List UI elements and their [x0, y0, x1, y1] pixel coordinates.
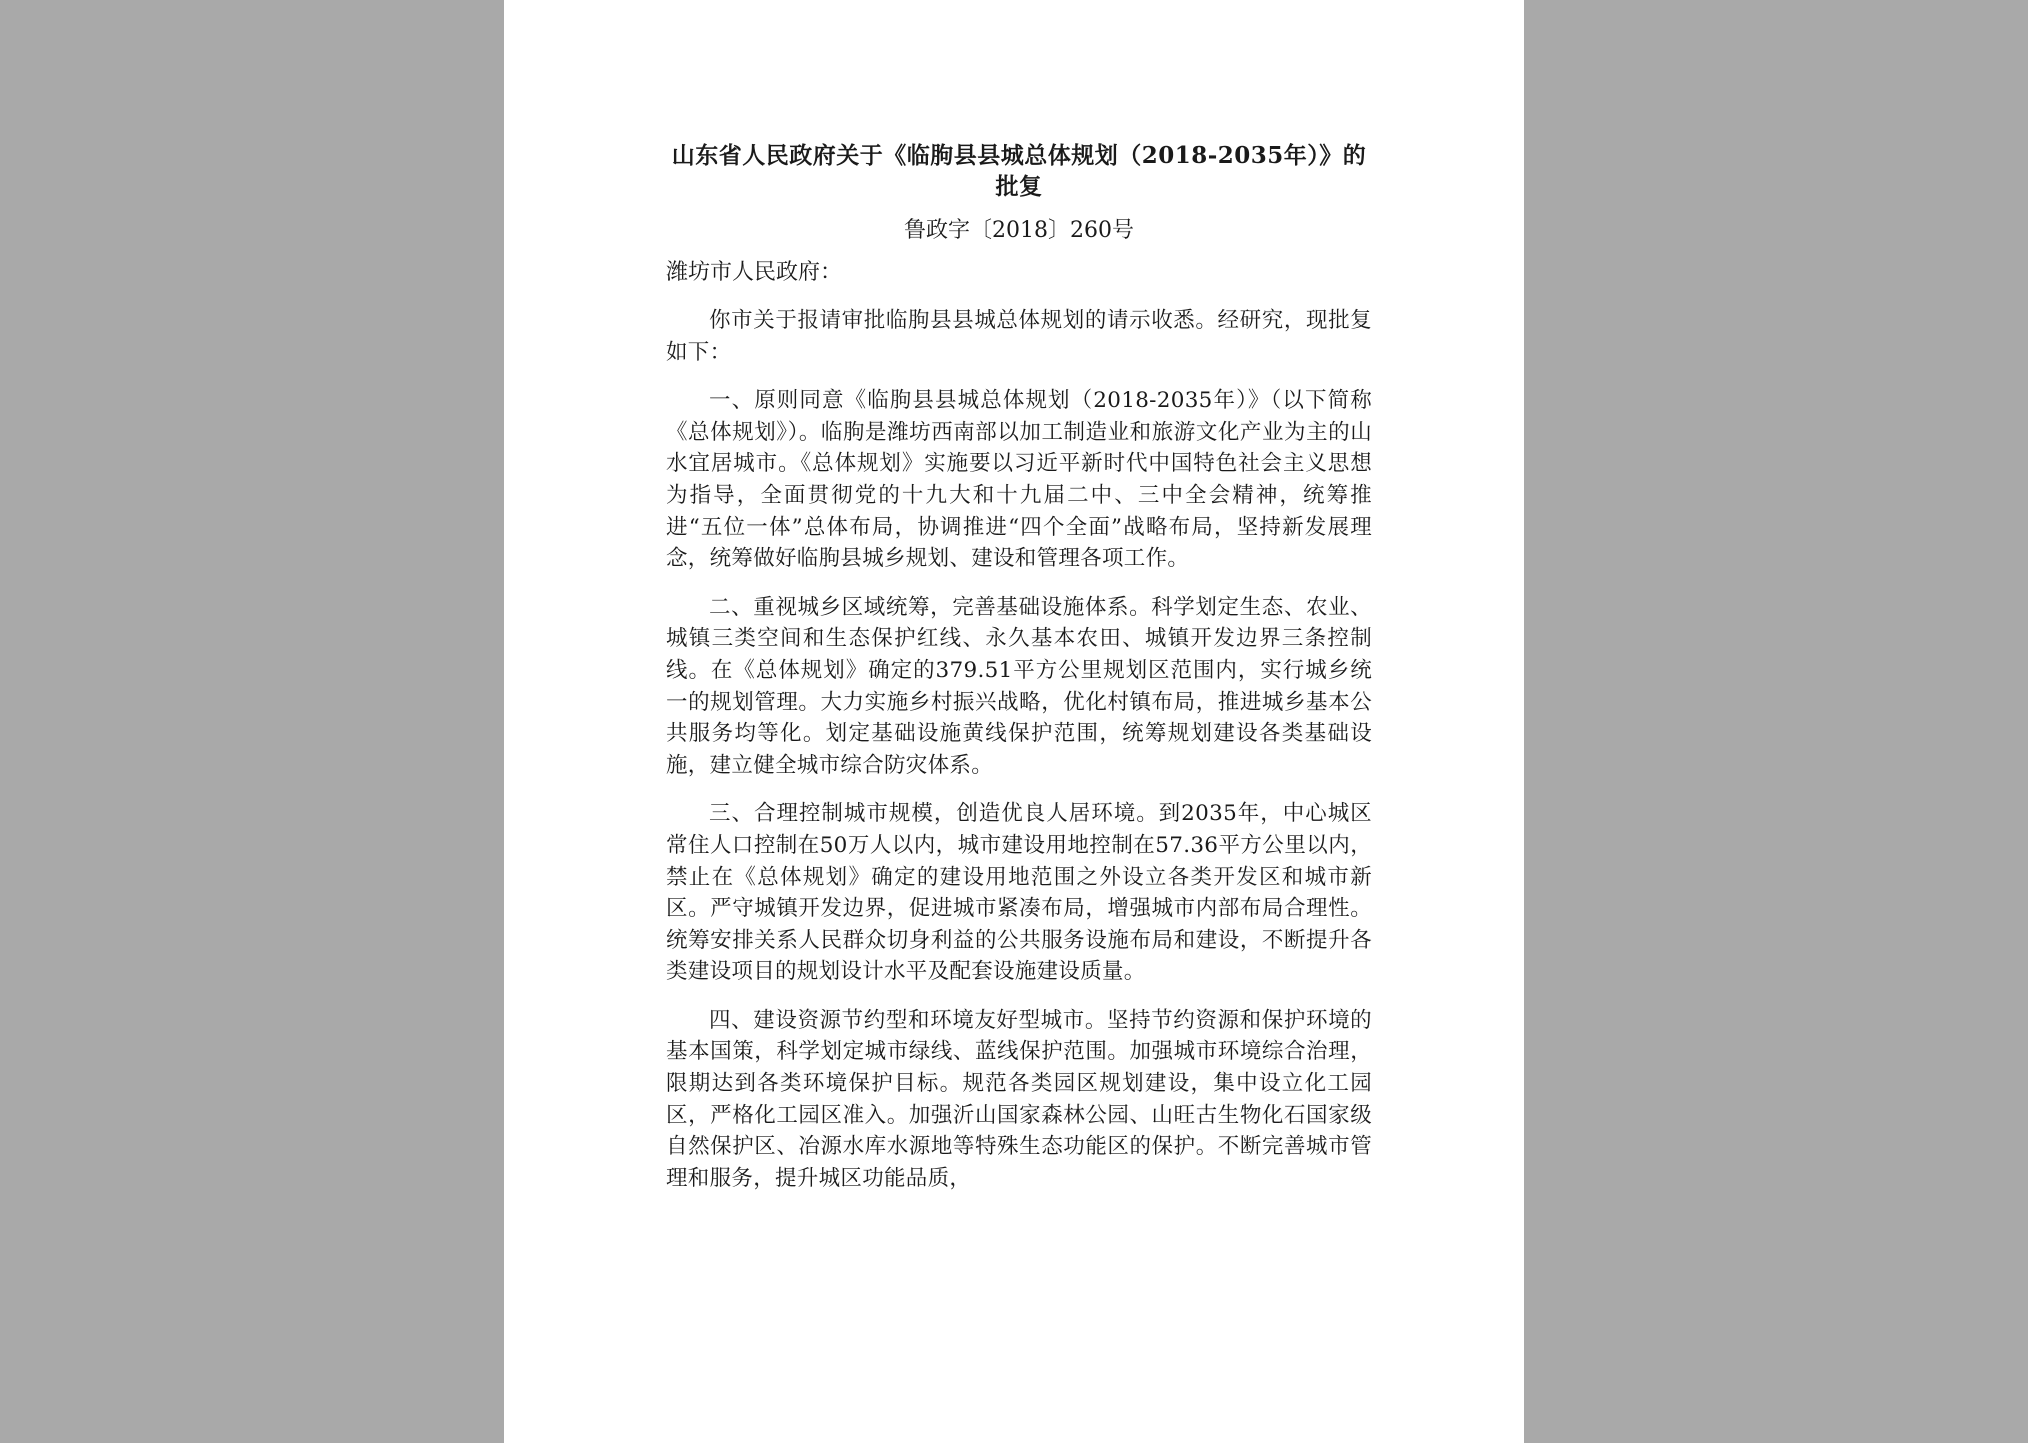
paragraph-2: 二、重视城乡区域统筹，完善基础设施体系。科学划定生态、农业、城镇三类空间和生态保护红线、永久基本农田、城镇开发边界三条控制线。在《总体规划》确定的379.51平方公里规划区范围内，实行城乡统一的规划管理。大力实施乡村振兴战略，优化村镇布局，推进城乡基本公共服务均等化。划定基础设施黄线保护范围，统筹规划建设各类基础设施，建立健全城市综合防灾体系。	[666, 594, 1372, 778]
document-body	[666, 140, 1372, 1194]
document-title: 山东省人民政府关于《临朐县县城总体规划（2018-2035年）》的批复	[671, 142, 1367, 200]
document-page	[504, 0, 1524, 1443]
paragraph-4: 四、建设资源节约型和环境友好型城市。坚持节约资源和保护环境的基本国策，科学划定城市绿线、蓝线保护范围。加强城市环境综合治理，限期达到各类环境保护目标。规范各类园区规划建设，集中设立化工园区，严格化工园区准入。加强沂山国家森林公园、山旺古生物化石国家级自然保护区、冶源水库水源地等特殊生态功能区的保护。不断完善城市管理和服务，提升城区功能品质，	[666, 1007, 1372, 1191]
addressee: 潍坊市人民政府：	[666, 260, 843, 285]
paragraph-1: 一、原则同意《临朐县县城总体规划（2018-2035年）》（以下简称《总体规划》）。临朐是潍坊西南部以加工制造业和旅游文化产业为主的山水宜居城市。《总体规划》实施要以习近平新时代中国特色社会主义思想为指导，全面贯彻党的十九大和十九届二中、三中全会精神，统筹推进“五位一体”总体布局，协调推进“四个全面”战略布局，坚持新发展理念，统筹做好临朐县城乡规划、建设和管理各项工作。	[666, 388, 1372, 572]
paragraph-intro: 你市关于报请审批临朐县县城总体规划的请示收悉。经研究，现批复如下：	[666, 308, 1372, 365]
document-number: 鲁政字〔2018〕260号	[904, 218, 1134, 243]
paragraph-3: 三、合理控制城市规模，创造优良人居环境。到2035年，中心城区常住人口控制在50万人以内，城市建设用地控制在57.36平方公里以内，禁止在《总体规划》确定的建设用地范围之外设立各类开发区和城市新区。严守城镇开发边界，促进城市紧凑布局，增强城市内部布局合理性。统筹安排关系人民群众切身利益的公共服务设施布局和建设，不断提升各类建设项目的规划设计水平及配套设施建设质量。	[666, 801, 1372, 985]
